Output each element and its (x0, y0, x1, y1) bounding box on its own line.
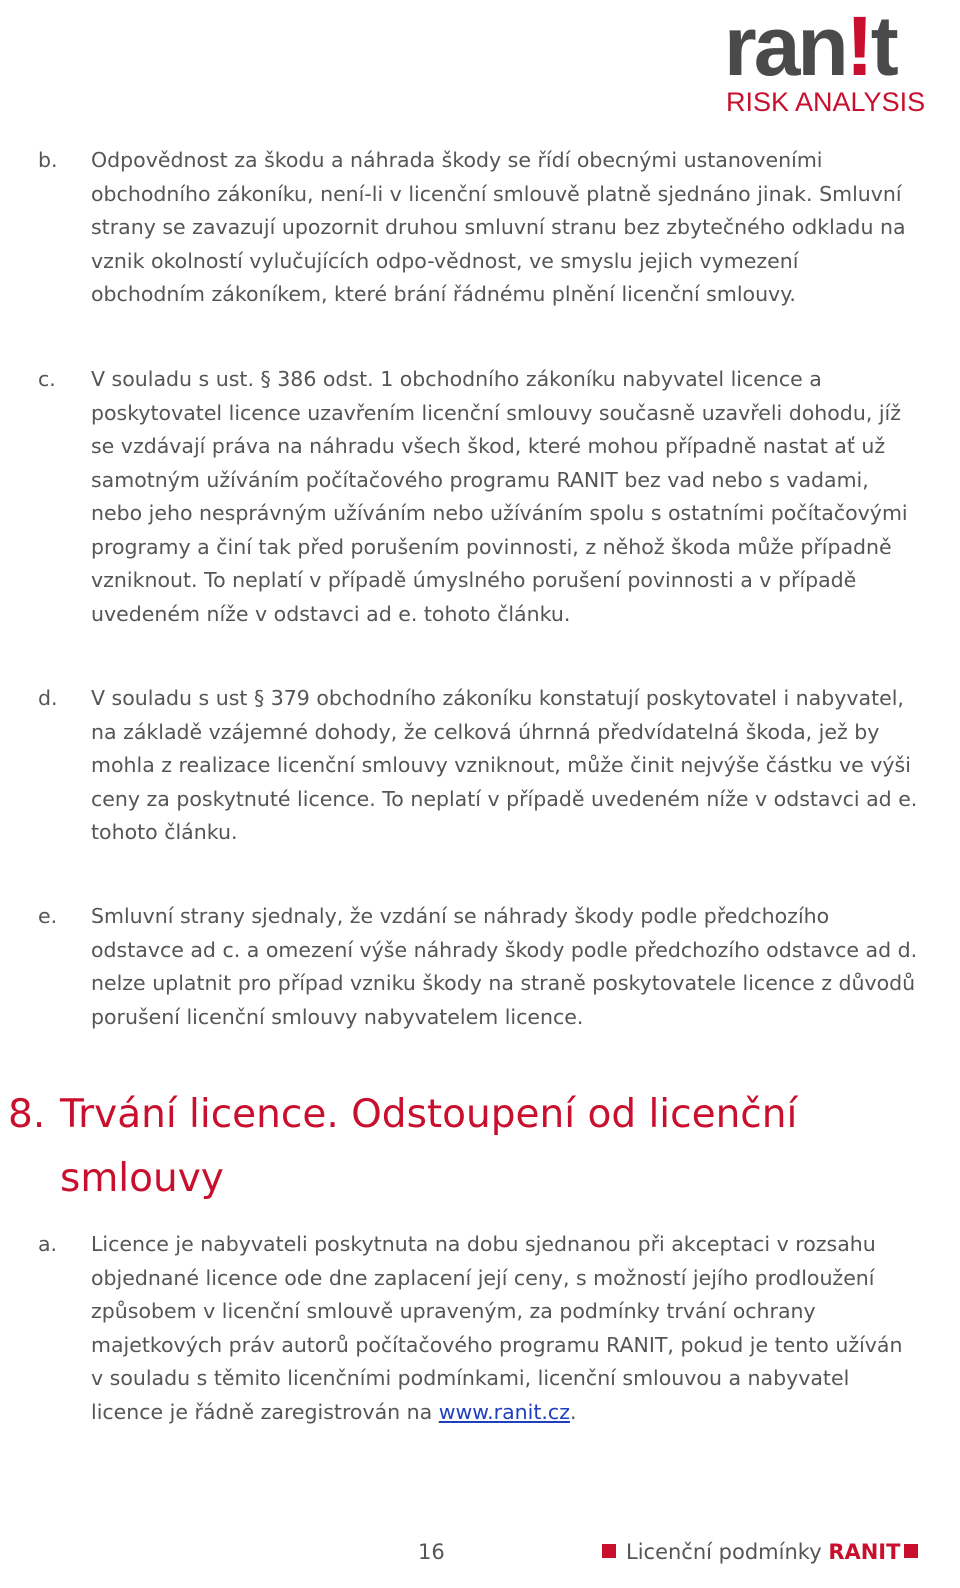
clause-text: Odpovědnost za škodu a náhrada škody se řídí obecnými ustanoveními obchodního zákoníku, není-li v licenční smlouvě platně sjednáno jinak. Smluvní strany se zavazují upozornit druhou smluvní stranu bez zbytečného odkladu na vznik okolností vylučujících odpo-vědnost, ve smyslu jejich vymezení obchodním zákoníkem, které brání řádnému plnění licenční smlouvy. (91, 148, 906, 306)
section-heading (8, 1083, 908, 1211)
clause-text: V souladu s ust § 379 obchodního zákoníku konstatují poskytovatel i nabyvatel, na základě vzájemné dohody, že celková úhrnná předvídatelná škoda, jež by mohla z realizace licenční smlouvy vzniknout, může činit nejvýše částku ve výši ceny za poskytnuté licence. To neplatí v případě uvedeném níže v odstavci ad e. tohoto článku. (91, 686, 918, 844)
footer-title (602, 1535, 918, 1569)
logo-tagline: RISK ANALYSIS (726, 87, 926, 117)
clause-b (38, 144, 918, 312)
clause-label: b. (38, 148, 58, 172)
clause-d (38, 682, 918, 850)
clause-label: c. (38, 367, 56, 391)
clause-text (91, 1228, 918, 1429)
clause-label: d. (38, 686, 58, 710)
section-title: Trvání licence. Odstoupení od licenční smlouvy (60, 1092, 798, 1201)
page-footer (0, 1535, 960, 1569)
clause-8a (38, 1228, 918, 1429)
logo-wordmark: ran!t (724, 0, 896, 93)
clause-label: a. (38, 1232, 58, 1256)
section-number: 8. (8, 1092, 46, 1137)
page-number: 16 (418, 1540, 445, 1564)
clause-label: e. (38, 904, 58, 928)
clause-end: . (569, 1399, 577, 1424)
clause-e (38, 900, 918, 1034)
footer-brand: RANIT (828, 1540, 901, 1564)
ranit-logo (724, 0, 946, 118)
clause-c (38, 363, 918, 631)
square-bullet-icon (602, 1544, 616, 1558)
clause-text: Smluvní strany sjednaly, že vzdání se náhrady škody podle předchozího odstavce ad c. a omezení výše náhrady škody podle předchozího odstavce ad d. nelze uplatnit pro případ vzniku škody na straně poskytovatele licence z důvodů porušení licenční smlouvy nabyvatelem licence. (91, 904, 918, 1029)
square-bullet-icon (904, 1544, 918, 1558)
website-link[interactable]: www.ranit.cz (438, 1399, 570, 1424)
footer-doc-title: Licenční podmínky (626, 1540, 822, 1564)
clause-body: Licence je nabyvateli poskytnuta na dobu sjednanou při akceptaci v rozsahu objednané licence ode dne zaplacení její ceny, s možností jejího prodloužení způsobem v licenční smlouvě upraveným, za podmínky trvání ochrany majetkových práv autorů počítačového programu RANIT, pokud je tento užíván v souladu s těmito licenčními podmínkami, licenční smlouvou a nabyvatel licence je řádně zaregistrován na (91, 1232, 903, 1424)
clause-text: V souladu s ust. § 386 odst. 1 obchodního zákoníku nabyvatel licence a poskytovatel licence uzavřením licenční smlouvy současně uzavřeli dohodu, jíž se vzdávají práva na náhradu všech škod, které mohou případně nastat ať už samotným užíváním počítačového programu RANIT bez vad nebo s vadami, nebo jeho nesprávným užíváním nebo užíváním spolu s ostatními počítačovými programy a činí tak před porušením povinnosti, z něhož škoda může případně vzniknout. To neplatí v případě úmyslného porušení povinnosti a v případě uvedeném níže v odstavci ad e. tohoto článku. (91, 367, 908, 626)
